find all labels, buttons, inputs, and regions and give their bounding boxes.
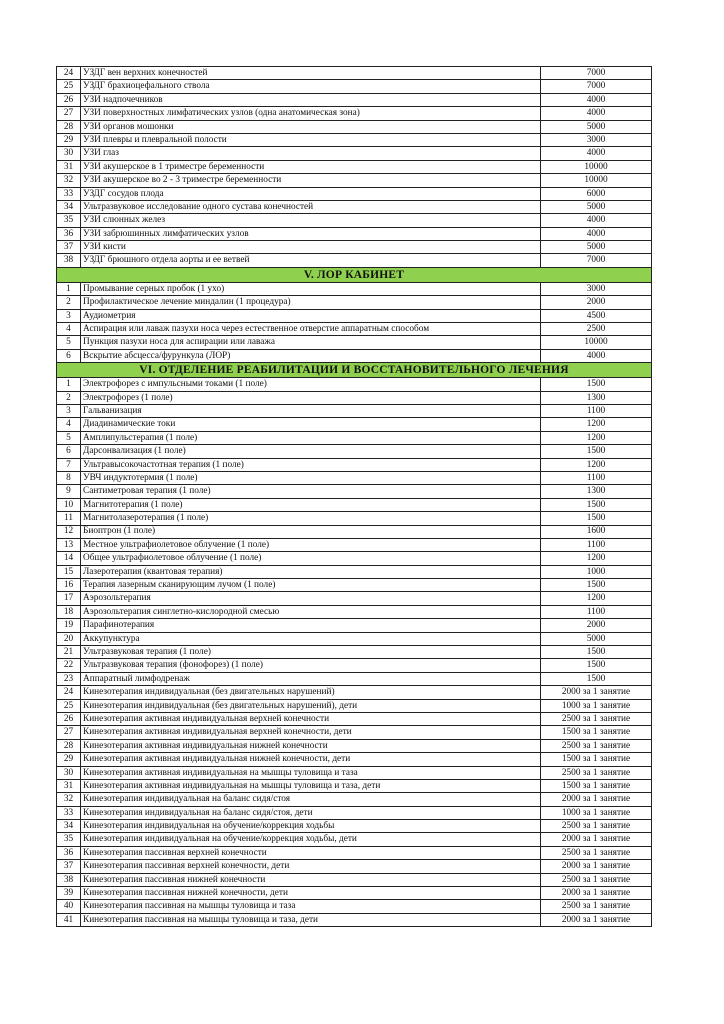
table-row <box>57 779 652 792</box>
service-name: Кинезотерапия активная индивидуальная верхней конечности, дети <box>81 726 541 739</box>
service-price: 10000 <box>541 174 652 187</box>
service-name: Кинезотерапия активная индивидуальная нижней конечности, дети <box>81 753 541 766</box>
row-number: 41 <box>57 913 81 926</box>
table-row <box>57 349 652 362</box>
row-number: 4 <box>57 418 81 431</box>
service-name: УЗИ акушерское в 1 триместре беременности <box>81 160 541 173</box>
row-number: 39 <box>57 887 81 900</box>
service-price: 1000 <box>541 565 652 578</box>
service-price: 2500 за 1 занятие <box>541 873 652 886</box>
table-row <box>57 445 652 458</box>
service-price: 1200 <box>541 592 652 605</box>
service-price: 2500 за 1 занятие <box>541 712 652 725</box>
service-price: 2000 <box>541 296 652 309</box>
ultrasound-rows <box>57 67 652 268</box>
row-number: 24 <box>57 67 81 80</box>
service-name: Диадинамические токи <box>81 418 541 431</box>
row-number: 37 <box>57 241 81 254</box>
table-row <box>57 378 652 391</box>
service-price: 5000 <box>541 632 652 645</box>
service-price: 1100 <box>541 404 652 417</box>
table-row <box>57 659 652 672</box>
service-name: Терапия лазерным сканирующим лучом (1 поле) <box>81 579 541 592</box>
row-number: 32 <box>57 793 81 806</box>
table-row <box>57 254 652 267</box>
service-name: Ультразвуковая терапия (1 поле) <box>81 646 541 659</box>
service-price: 2000 за 1 занятие <box>541 833 652 846</box>
service-price: 2500 за 1 занятие <box>541 820 652 833</box>
table-row <box>57 793 652 806</box>
service-price: 4000 <box>541 227 652 240</box>
table-row <box>57 887 652 900</box>
row-number: 11 <box>57 512 81 525</box>
row-number: 40 <box>57 900 81 913</box>
table-row <box>57 160 652 173</box>
price-table <box>56 66 652 927</box>
table-row <box>57 107 652 120</box>
table-row <box>57 498 652 511</box>
row-number: 22 <box>57 659 81 672</box>
table-row <box>57 632 652 645</box>
service-name: Вскрытие абсцесса/фурункула (ЛОР) <box>81 349 541 362</box>
row-number: 6 <box>57 445 81 458</box>
table-row <box>57 873 652 886</box>
row-number: 4 <box>57 323 81 336</box>
row-number: 30 <box>57 766 81 779</box>
service-price: 1300 <box>541 391 652 404</box>
service-name: Аудиометрия <box>81 309 541 322</box>
table-row <box>57 309 652 322</box>
row-number: 35 <box>57 833 81 846</box>
service-price: 2500 за 1 занятие <box>541 900 652 913</box>
table-row <box>57 592 652 605</box>
section-rehab <box>57 363 652 378</box>
service-name: УЗДГ брахиоцефального ствола <box>81 80 541 93</box>
service-name: Амплипульстерапия (1 поле) <box>81 431 541 444</box>
service-name: Кинезотерапия пассивная верхней конечности <box>81 846 541 859</box>
service-price: 1300 <box>541 485 652 498</box>
section-title: V. ЛОР КАБИНЕТ <box>57 267 652 282</box>
service-price: 1200 <box>541 431 652 444</box>
row-number: 18 <box>57 605 81 618</box>
table-row <box>57 726 652 739</box>
row-number: 10 <box>57 498 81 511</box>
table-row <box>57 686 652 699</box>
table-row <box>57 187 652 200</box>
service-name: Кинезотерапия пассивная нижней конечности, дети <box>81 887 541 900</box>
row-number: 8 <box>57 471 81 484</box>
row-number: 6 <box>57 349 81 362</box>
service-name: Ультразвуковое исследование одного сустава конечностей <box>81 200 541 213</box>
service-name: Кинезотерапия активная индивидуальная на мышцы туловища и таза, дети <box>81 779 541 792</box>
service-name: Кинезотерапия индивидуальная (без двигательных нарушений), дети <box>81 699 541 712</box>
service-name: Кинезотерапия индивидуальная на баланс сидя/стоя, дети <box>81 806 541 819</box>
table-row <box>57 80 652 93</box>
row-number: 37 <box>57 860 81 873</box>
service-price: 1100 <box>541 538 652 551</box>
service-price: 2500 за 1 занятие <box>541 766 652 779</box>
service-name: УЗДГ сосудов плода <box>81 187 541 200</box>
service-price: 7000 <box>541 67 652 80</box>
service-price: 1000 за 1 занятие <box>541 806 652 819</box>
table-row <box>57 820 652 833</box>
row-number: 1 <box>57 378 81 391</box>
table-row <box>57 565 652 578</box>
service-price: 10000 <box>541 336 652 349</box>
service-name: Парафинотерапия <box>81 619 541 632</box>
table-row <box>57 833 652 846</box>
service-name: Профилактическое лечение миндалин (1 процедура) <box>81 296 541 309</box>
service-name: УЗИ органов мошонки <box>81 120 541 133</box>
service-price: 4500 <box>541 309 652 322</box>
service-name: Электрофорез с импульсными токами (1 поле) <box>81 378 541 391</box>
service-name: Дарсонвализация (1 поле) <box>81 445 541 458</box>
table-row <box>57 485 652 498</box>
service-price: 1500 <box>541 445 652 458</box>
service-price: 3000 <box>541 282 652 295</box>
service-name: УЗИ слюнных желез <box>81 214 541 227</box>
row-number: 30 <box>57 147 81 160</box>
service-price: 1500 <box>541 498 652 511</box>
service-name: Лазеротерапия (квантовая терапия) <box>81 565 541 578</box>
row-number: 25 <box>57 80 81 93</box>
table-row <box>57 538 652 551</box>
service-price: 1500 за 1 занятие <box>541 726 652 739</box>
table-row <box>57 699 652 712</box>
service-name: Кинезотерапия активная индивидуальная на мышцы туловища и таза <box>81 766 541 779</box>
service-price: 1100 <box>541 605 652 618</box>
row-number: 28 <box>57 120 81 133</box>
table-row <box>57 552 652 565</box>
service-name: Кинезотерапия активная индивидуальная верхней конечности <box>81 712 541 725</box>
rehab-rows <box>57 378 652 927</box>
service-price: 4000 <box>541 93 652 106</box>
service-name: Магнитотерапия (1 поле) <box>81 498 541 511</box>
service-name: Местное ультрафиолетовое облучение (1 поле) <box>81 538 541 551</box>
service-price: 5000 <box>541 200 652 213</box>
table-row <box>57 512 652 525</box>
row-number: 32 <box>57 174 81 187</box>
service-price: 2500 <box>541 323 652 336</box>
service-price: 2000 за 1 занятие <box>541 686 652 699</box>
service-price: 2500 за 1 занятие <box>541 846 652 859</box>
service-name: Кинезотерапия пассивная верхней конечности, дети <box>81 860 541 873</box>
service-price: 10000 <box>541 160 652 173</box>
table-row <box>57 241 652 254</box>
service-name: Ультравысокочастотная терапия (1 поле) <box>81 458 541 471</box>
row-number: 35 <box>57 214 81 227</box>
service-price: 1500 за 1 занятие <box>541 753 652 766</box>
row-number: 21 <box>57 646 81 659</box>
section-lor <box>57 267 652 282</box>
service-name: Кинезотерапия пассивная на мышцы туловища и таза <box>81 900 541 913</box>
row-number: 33 <box>57 187 81 200</box>
table-row <box>57 471 652 484</box>
row-number: 26 <box>57 712 81 725</box>
row-number: 23 <box>57 672 81 685</box>
service-price: 4000 <box>541 214 652 227</box>
section-title: VI. ОТДЕЛЕНИЕ РЕАБИЛИТАЦИИ И ВОССТАНОВИТЕЛЬНОГО ЛЕЧЕНИЯ <box>57 363 652 378</box>
service-price: 1500 <box>541 512 652 525</box>
service-name: УЗИ акушерское во 2 - 3 триместре беременности <box>81 174 541 187</box>
row-number: 27 <box>57 107 81 120</box>
row-number: 27 <box>57 726 81 739</box>
row-number: 15 <box>57 565 81 578</box>
table-row <box>57 133 652 146</box>
service-name: УЗИ плевры и плевральной полости <box>81 133 541 146</box>
service-price: 2500 за 1 занятие <box>541 739 652 752</box>
lor-rows <box>57 282 652 362</box>
service-name: Аккупунктура <box>81 632 541 645</box>
table-row <box>57 418 652 431</box>
service-price: 1500 <box>541 579 652 592</box>
service-price: 2000 <box>541 619 652 632</box>
table-row <box>57 739 652 752</box>
service-price: 3000 <box>541 133 652 146</box>
row-number: 26 <box>57 93 81 106</box>
service-name: УЗДГ брюшного отдела аорты и ее ветвей <box>81 254 541 267</box>
service-name: УЗИ поверхностных лимфатических узлов (одна анатомическая зона) <box>81 107 541 120</box>
service-price: 2000 за 1 занятие <box>541 860 652 873</box>
row-number: 29 <box>57 133 81 146</box>
row-number: 2 <box>57 296 81 309</box>
service-price: 5000 <box>541 120 652 133</box>
table-row <box>57 323 652 336</box>
service-name: Кинезотерапия индивидуальная на обучение/коррекция ходьбы <box>81 820 541 833</box>
row-number: 3 <box>57 309 81 322</box>
service-name: УЗИ глаз <box>81 147 541 160</box>
row-number: 19 <box>57 619 81 632</box>
row-number: 14 <box>57 552 81 565</box>
table-row <box>57 913 652 926</box>
table-row <box>57 120 652 133</box>
service-price: 2000 за 1 занятие <box>541 913 652 926</box>
service-price: 6000 <box>541 187 652 200</box>
row-number: 13 <box>57 538 81 551</box>
service-name: Сантиметровая терапия (1 поле) <box>81 485 541 498</box>
service-name: УВЧ индуктотермия (1 поле) <box>81 471 541 484</box>
service-price: 4000 <box>541 349 652 362</box>
table-row <box>57 147 652 160</box>
table-row <box>57 200 652 213</box>
service-name: УЗИ надпочечников <box>81 93 541 106</box>
service-price: 5000 <box>541 241 652 254</box>
service-name: Кинезотерапия индивидуальная на обучение/коррекция ходьбы, дети <box>81 833 541 846</box>
row-number: 38 <box>57 254 81 267</box>
table-row <box>57 619 652 632</box>
table-row <box>57 672 652 685</box>
service-price: 1100 <box>541 471 652 484</box>
service-name: Электрофорез (1 поле) <box>81 391 541 404</box>
service-name: Магнитолазеротерапия (1 поле) <box>81 512 541 525</box>
table-row <box>57 646 652 659</box>
service-price: 1600 <box>541 525 652 538</box>
service-price: 1500 <box>541 646 652 659</box>
service-name: УЗИ кисти <box>81 241 541 254</box>
table-row <box>57 67 652 80</box>
table-row <box>57 404 652 417</box>
service-price: 1500 <box>541 378 652 391</box>
table-row <box>57 525 652 538</box>
table-row <box>57 458 652 471</box>
table-row <box>57 93 652 106</box>
row-number: 3 <box>57 404 81 417</box>
table-row <box>57 846 652 859</box>
service-price: 1500 <box>541 659 652 672</box>
table-row <box>57 806 652 819</box>
table-row <box>57 712 652 725</box>
service-price: 7000 <box>541 254 652 267</box>
row-number: 31 <box>57 779 81 792</box>
service-name: Пункция пазухи носа для аспирации или лаважа <box>81 336 541 349</box>
table-row <box>57 282 652 295</box>
service-name: Кинезотерапия активная индивидуальная нижней конечности <box>81 739 541 752</box>
table-row <box>57 900 652 913</box>
row-number: 17 <box>57 592 81 605</box>
section-header-rehab <box>57 363 652 378</box>
row-number: 5 <box>57 431 81 444</box>
table-row <box>57 860 652 873</box>
price-list-page <box>56 66 652 927</box>
service-name: УЗИ забрюшинных лимфатических узлов <box>81 227 541 240</box>
row-number: 24 <box>57 686 81 699</box>
table-row <box>57 391 652 404</box>
service-price: 1200 <box>541 458 652 471</box>
table-row <box>57 579 652 592</box>
row-number: 9 <box>57 485 81 498</box>
row-number: 29 <box>57 753 81 766</box>
service-name: Биоптрон (1 поле) <box>81 525 541 538</box>
row-number: 12 <box>57 525 81 538</box>
table-row <box>57 336 652 349</box>
service-price: 1200 <box>541 552 652 565</box>
row-number: 5 <box>57 336 81 349</box>
row-number: 31 <box>57 160 81 173</box>
service-name: Ультразвуковая терапия (фонофорез) (1 поле) <box>81 659 541 672</box>
service-price: 7000 <box>541 80 652 93</box>
table-row <box>57 227 652 240</box>
service-price: 4000 <box>541 107 652 120</box>
table-row <box>57 174 652 187</box>
service-name: Аэрозольтерапия синглетно-кислородной смесью <box>81 605 541 618</box>
section-header-lor <box>57 267 652 282</box>
row-number: 36 <box>57 227 81 240</box>
row-number: 2 <box>57 391 81 404</box>
service-name: Кинезотерапия пассивная нижней конечности <box>81 873 541 886</box>
row-number: 38 <box>57 873 81 886</box>
row-number: 16 <box>57 579 81 592</box>
service-name: Аспирация или лаваж пазухи носа через естественное отверстие аппаратным способом <box>81 323 541 336</box>
service-name: Кинезотерапия пассивная на мышцы туловища и таза, дети <box>81 913 541 926</box>
service-price: 4000 <box>541 147 652 160</box>
service-name: Общее ультрафиолетовое облучение (1 поле) <box>81 552 541 565</box>
table-row <box>57 766 652 779</box>
service-name: Аппаратный лимфодренаж <box>81 672 541 685</box>
service-price: 1200 <box>541 418 652 431</box>
row-number: 20 <box>57 632 81 645</box>
row-number: 28 <box>57 739 81 752</box>
row-number: 34 <box>57 820 81 833</box>
service-name: Гальванизация <box>81 404 541 417</box>
service-name: Кинезотерапия индивидуальная на баланс сидя/стоя <box>81 793 541 806</box>
service-price: 2000 за 1 занятие <box>541 793 652 806</box>
service-price: 1500 за 1 занятие <box>541 779 652 792</box>
row-number: 7 <box>57 458 81 471</box>
table-row <box>57 431 652 444</box>
row-number: 33 <box>57 806 81 819</box>
table-row <box>57 753 652 766</box>
service-name: Аэрозольтерапия <box>81 592 541 605</box>
service-name: Промывание серных пробок (1 ухо) <box>81 282 541 295</box>
row-number: 34 <box>57 200 81 213</box>
row-number: 36 <box>57 846 81 859</box>
table-row <box>57 296 652 309</box>
row-number: 1 <box>57 282 81 295</box>
service-price: 1000 за 1 занятие <box>541 699 652 712</box>
table-row <box>57 605 652 618</box>
service-name: Кинезотерапия индивидуальная (без двигательных нарушений) <box>81 686 541 699</box>
service-price: 1500 <box>541 672 652 685</box>
service-name: УЗДГ вен верхних конечностей <box>81 67 541 80</box>
service-price: 2000 за 1 занятие <box>541 887 652 900</box>
row-number: 25 <box>57 699 81 712</box>
table-row <box>57 214 652 227</box>
